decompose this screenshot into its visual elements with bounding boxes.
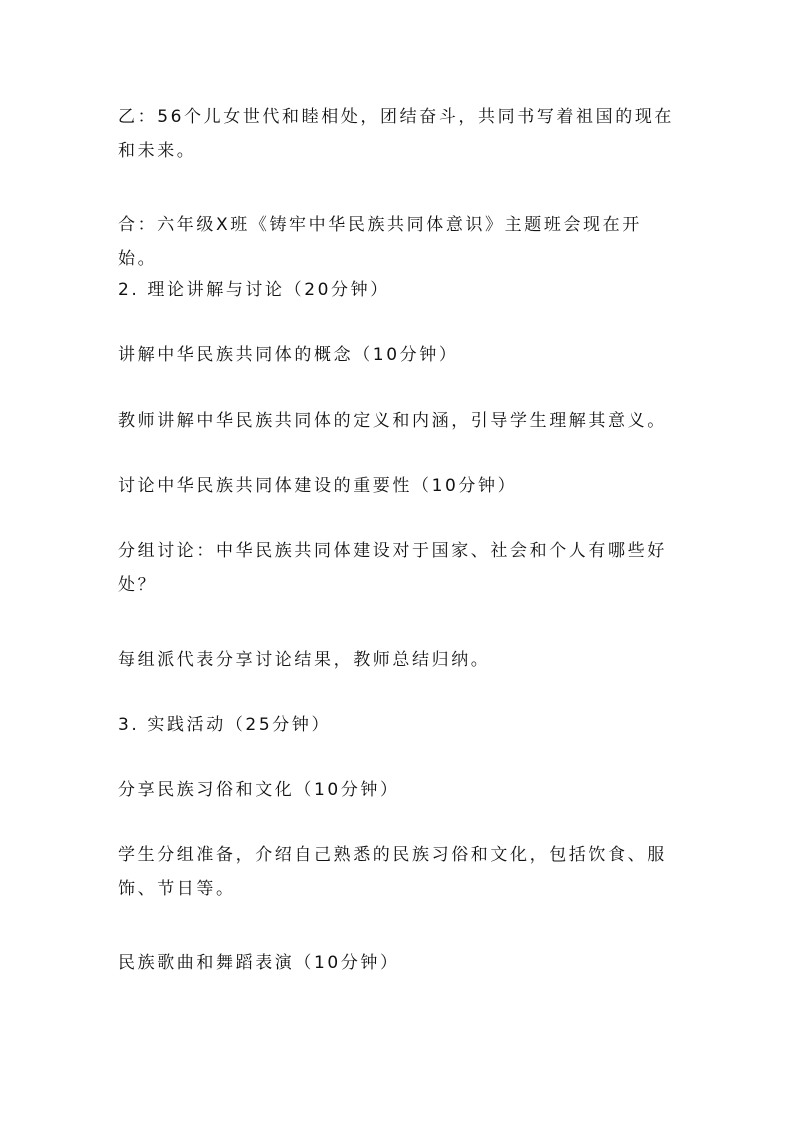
subheading-concept: 讲解中华民族共同体的概念（10分钟） xyxy=(118,345,459,365)
paragraph-intro-yi: 乙：56个儿女世代和睦相处，团结奋斗，共同书写着祖国的现在和未来。 xyxy=(118,107,675,161)
paragraph-intro-he: 合：六年级X班《铸牢中华民族共同体意识》主题班会现在开始。 xyxy=(118,215,642,269)
paragraph-group-discussion: 分组讨论：中华民族共同体建设对于国家、社会和个人有哪些好处？ xyxy=(118,541,667,595)
subheading-performance: 民族歌曲和舞蹈表演（10分钟） xyxy=(118,953,400,973)
subheading-customs: 分享民族习俗和文化（10分钟） xyxy=(118,780,400,800)
section-heading-theory: 2. 理论讲解与讨论（20分钟） xyxy=(118,280,390,300)
section-heading-practice: 3. 实践活动（25分钟） xyxy=(118,715,332,735)
subheading-importance: 讨论中华民族共同体建设的重要性（10分钟） xyxy=(118,476,518,496)
paragraph-teacher-explain: 教师讲解中华民族共同体的定义和内涵，引导学生理解其意义。 xyxy=(118,411,667,431)
paragraph-share-results: 每组派代表分享讨论结果，教师总结归纳。 xyxy=(118,650,491,670)
paragraph-customs-intro: 学生分组准备，介绍自己熟悉的民族习俗和文化，包括饮食、服饰、节日等。 xyxy=(118,845,667,899)
